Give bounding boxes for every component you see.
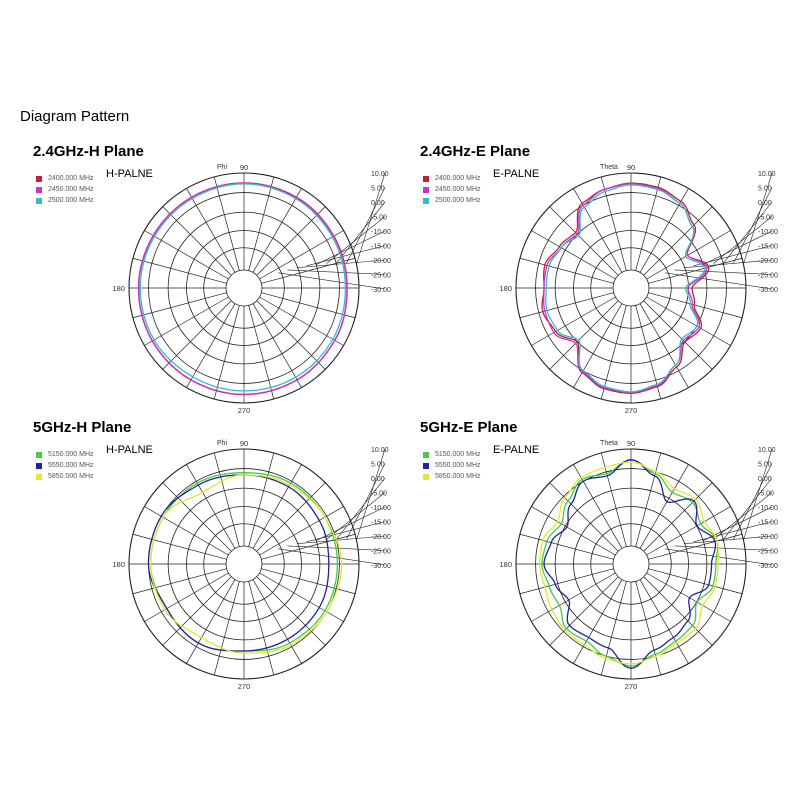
grid-spoke: [257, 483, 326, 552]
legend-label: 2500.000 MHz: [48, 197, 94, 204]
angle-tick-label: 90: [626, 439, 636, 448]
grid-spoke: [636, 581, 661, 675]
radial-scale-line: [733, 185, 772, 264]
angle-tick-label: 270: [624, 406, 638, 415]
radial-tick-label: -15.00: [371, 243, 391, 251]
radial-tick-label: 0.00: [758, 476, 772, 483]
radial-tick-label: 5.00: [371, 461, 385, 469]
radial-tick-label: -5.00: [371, 214, 387, 222]
radial-tick-label: -5.00: [758, 490, 774, 498]
polar-plot: [20, 419, 420, 709]
radial-tick-label: -10.00: [758, 229, 778, 236]
angle-tick-label: 180: [499, 560, 512, 569]
radial-tick-label: 0.00: [758, 200, 772, 207]
angle-tick-label: 90: [626, 163, 636, 172]
angle-axis-label: Theta: [600, 164, 618, 171]
grid-spoke: [214, 453, 239, 547]
angle-tick-label: 180: [112, 284, 125, 293]
grid-spoke: [261, 293, 355, 318]
angle-tick-label: 270: [237, 406, 251, 415]
grid-spoke: [520, 258, 614, 283]
grid-spoke: [644, 577, 713, 646]
radial-tick-label: -30.00: [758, 563, 778, 570]
radial-tick-label: 0.00: [371, 476, 385, 483]
radial-tick-label: -20.00: [371, 258, 391, 265]
grid-spoke: [257, 301, 326, 370]
radial-scale-line: [278, 549, 385, 565]
grid-spoke: [636, 453, 661, 547]
grid-spoke: [550, 483, 619, 552]
radial-tick-label: -25.00: [758, 272, 778, 280]
polar-plot: [407, 419, 800, 709]
angle-tick-label: 270: [624, 682, 638, 691]
grid-ring: [613, 270, 649, 306]
grid-spoke: [520, 293, 614, 318]
chart-panel-5-e: [407, 419, 800, 709]
grid-spoke: [214, 305, 239, 399]
radial-tick-label: -5.00: [758, 214, 774, 222]
plane-label: E-PALNE: [493, 444, 540, 456]
grid-spoke: [257, 577, 326, 646]
polar-grid: [129, 449, 359, 679]
grid-spoke: [601, 305, 626, 399]
radial-tick-label: 5.00: [371, 185, 385, 193]
radial-tick-label: -30.00: [371, 563, 391, 570]
grid-spoke: [163, 207, 232, 276]
grid-spoke: [249, 453, 274, 547]
grid-spoke: [520, 569, 614, 594]
radial-tick-label: -25.00: [371, 548, 391, 556]
radial-scale-line: [346, 185, 385, 264]
radial-scale-line: [346, 461, 385, 540]
angle-axis-label: Phi: [216, 440, 228, 447]
legend-label: 5850.000 MHz: [435, 473, 481, 480]
radial-tick-label: 10.00: [371, 171, 389, 178]
plane-label: H-PALNE: [106, 444, 153, 456]
legend-label: 2450.000 MHz: [48, 186, 94, 193]
legend-label: 2400.000 MHz: [48, 175, 94, 182]
chart-title: 2.4GHz-E Plane: [420, 143, 531, 160]
radial-scale-line: [713, 214, 774, 264]
angle-tick-label: 180: [112, 560, 125, 569]
chart-panel-24-h: [20, 143, 420, 433]
plane-label: E-PALNE: [493, 168, 540, 180]
radial-tick-label: -30.00: [758, 287, 778, 294]
chart-panel-5-h: [20, 419, 420, 709]
legend-label: 2450.000 MHz: [435, 186, 481, 193]
radial-scale-line: [713, 490, 774, 540]
grid-ring: [226, 270, 262, 306]
radial-tick-label: 10.00: [758, 447, 776, 454]
angle-tick-label: 90: [239, 163, 249, 172]
chart-panel-24-e: [407, 143, 800, 433]
legend-label: 2500.000 MHz: [435, 197, 481, 204]
radial-tick-label: 0.00: [371, 200, 385, 207]
angle-tick-label: 180: [499, 284, 512, 293]
radial-scale-line: [665, 273, 772, 289]
radial-scale-line: [326, 490, 387, 540]
grid-spoke: [644, 301, 713, 370]
radial-scale-line: [278, 273, 385, 289]
legend-label: 5150.000 MHz: [435, 451, 481, 458]
grid-spoke: [133, 534, 227, 559]
angle-axis-label: Theta: [600, 440, 618, 447]
radial-tick-label: -15.00: [758, 243, 778, 251]
series-trace: [542, 460, 718, 666]
legend-label: 5550.000 MHz: [48, 462, 94, 469]
radial-tick-label: 10.00: [371, 447, 389, 454]
legend-label: 5150.000 MHz: [48, 451, 94, 458]
radial-tick-label: -20.00: [371, 534, 391, 541]
legend-label: 2400.000 MHz: [435, 175, 481, 182]
grid-ring: [613, 546, 649, 582]
radial-tick-label: -25.00: [371, 272, 391, 280]
page-title: Diagram Pattern: [20, 108, 130, 125]
series-trace: [140, 184, 345, 391]
polar-plot: [407, 143, 800, 433]
grid-spoke: [133, 569, 227, 594]
polar-grid: [129, 173, 359, 403]
grid-spoke: [648, 569, 742, 594]
grid-spoke: [257, 207, 326, 276]
grid-ring: [226, 546, 262, 582]
radial-tick-label: -15.00: [758, 519, 778, 527]
radial-tick-label: -30.00: [371, 287, 391, 294]
grid-spoke: [163, 301, 232, 370]
radial-tick-label: -10.00: [371, 229, 391, 236]
grid-spoke: [163, 483, 232, 552]
plane-label: H-PALNE: [106, 168, 153, 180]
radial-tick-label: -5.00: [371, 490, 387, 498]
grid-spoke: [249, 177, 274, 271]
radial-tick-label: -15.00: [371, 519, 391, 527]
grid-spoke: [249, 305, 274, 399]
grid-spoke: [249, 581, 274, 675]
grid-spoke: [133, 258, 227, 283]
grid-spoke: [133, 293, 227, 318]
grid-spoke: [214, 177, 239, 271]
radial-tick-label: 5.00: [758, 185, 772, 193]
radial-tick-label: -25.00: [758, 548, 778, 556]
radial-scale-line: [733, 461, 772, 540]
radial-tick-label: 10.00: [758, 171, 776, 178]
angle-tick-label: 270: [237, 682, 251, 691]
radial-tick-label: -20.00: [758, 534, 778, 541]
chart-title: 5GHz-H Plane: [33, 419, 132, 436]
polar-grid: [516, 173, 746, 403]
radial-tick-label: -10.00: [371, 505, 391, 512]
radial-tick-label: -20.00: [758, 258, 778, 265]
polar-plot: [20, 143, 420, 433]
legend-label: 5550.000 MHz: [435, 462, 481, 469]
grid-spoke: [214, 581, 239, 675]
angle-axis-label: Phi: [216, 164, 228, 171]
grid-spoke: [550, 207, 619, 276]
radial-tick-label: -10.00: [758, 505, 778, 512]
series-trace: [540, 462, 719, 664]
legend-label: 5850.000 MHz: [48, 473, 94, 480]
radial-tick-label: 5.00: [758, 461, 772, 469]
grid-spoke: [520, 534, 614, 559]
angle-tick-label: 90: [239, 439, 249, 448]
chart-title: 2.4GHz-H Plane: [33, 143, 144, 160]
grid-spoke: [636, 177, 661, 271]
chart-title: 5GHz-E Plane: [420, 419, 518, 436]
